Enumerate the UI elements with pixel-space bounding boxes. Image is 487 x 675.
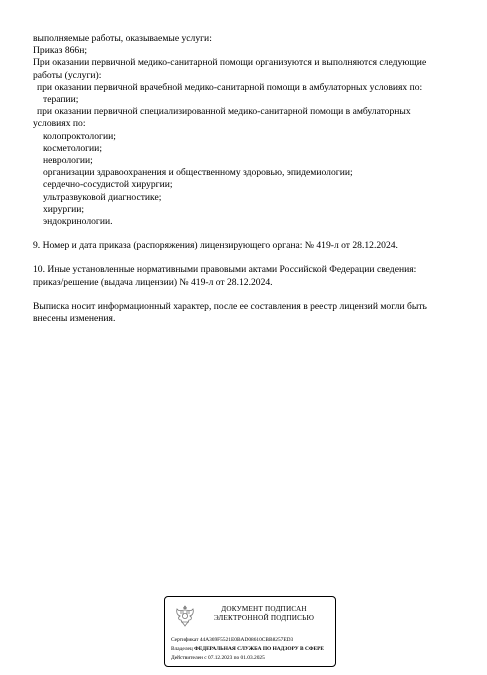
order-number-item: 9. Номер и дата приказа (распоряжения) лицензирующего органа: № 419-л от 28.12.2024.	[33, 240, 398, 252]
document-line: выполняемые работы, оказываемые услуги:	[33, 33, 212, 44]
spacer	[33, 289, 463, 301]
stamp-title	[199, 605, 329, 623]
spacer	[33, 252, 463, 264]
document-line: косметологии;	[43, 142, 102, 154]
document-line: организации здравоохранения и общественному здоровью, эпидемиологии;	[43, 167, 353, 179]
document-line: сердечно-сосудистой хирургии;	[43, 179, 173, 191]
owner-value: ФЕДЕРАЛЬНАЯ СЛУЖБА ПО НАДЗОРУ В СФЕРЕ	[194, 646, 324, 652]
stamp-certificate-row	[171, 637, 293, 644]
owner-label: Владелец	[171, 646, 193, 652]
licensed-services-list	[33, 33, 463, 228]
stamp-validity-row: Действителен с 07.12.2023 по 01.03.2025	[171, 655, 265, 661]
disclaimer-line1: Выписка носит информационный характер, после ее составления в реестр лицензий могли быть	[33, 300, 427, 312]
stamp-owner-row	[171, 646, 324, 653]
document-line: хирургии;	[43, 203, 85, 215]
document-line: ультразвуковой диагностике;	[43, 191, 162, 203]
document-line: работы (услуги):	[33, 69, 102, 81]
other-info-item-line1: 10. Иные установленные нормативными правовыми актами Российской Федерации сведения:	[33, 264, 417, 276]
document-line: эндокринологии.	[43, 216, 113, 228]
document-body	[33, 33, 463, 325]
disclaimer-line2: внесены изменения.	[33, 313, 116, 325]
document-line: При оказании первичной медико-санитарной помощи организуются и выполняются следующие	[33, 57, 427, 69]
document-line: при оказании первичной специализированной медико-санитарной помощи в амбулаторных	[37, 106, 411, 118]
stamp-title-line1: ДОКУМЕНТ ПОДПИСАН	[221, 605, 307, 613]
stamp-title-line2: ЭЛЕКТРОННОЙ ПОДПИСЬЮ	[213, 614, 315, 622]
electronic-signature-stamp	[164, 596, 336, 667]
document-line: терапии;	[43, 94, 79, 106]
document-line: условиях по:	[33, 118, 86, 130]
spacer	[33, 228, 463, 240]
document-line: при оказании первичной врачебной медико-санитарной помощи в амбулаторных условиях по:	[37, 81, 423, 93]
document-line: колопроктологии;	[43, 130, 116, 142]
document-line: неврологии;	[43, 155, 93, 167]
double-headed-eagle-emblem-icon	[173, 603, 197, 629]
certificate-label: Сертификат	[171, 637, 199, 643]
certificate-value: 44A369F5521E0BAD08610CBB8257ED3	[199, 637, 294, 643]
other-info-item-line2: приказ/решение (выдача лицензии) № 419-л от 28.12.2024.	[33, 276, 273, 288]
document-line: Приказ 866н;	[33, 45, 88, 57]
